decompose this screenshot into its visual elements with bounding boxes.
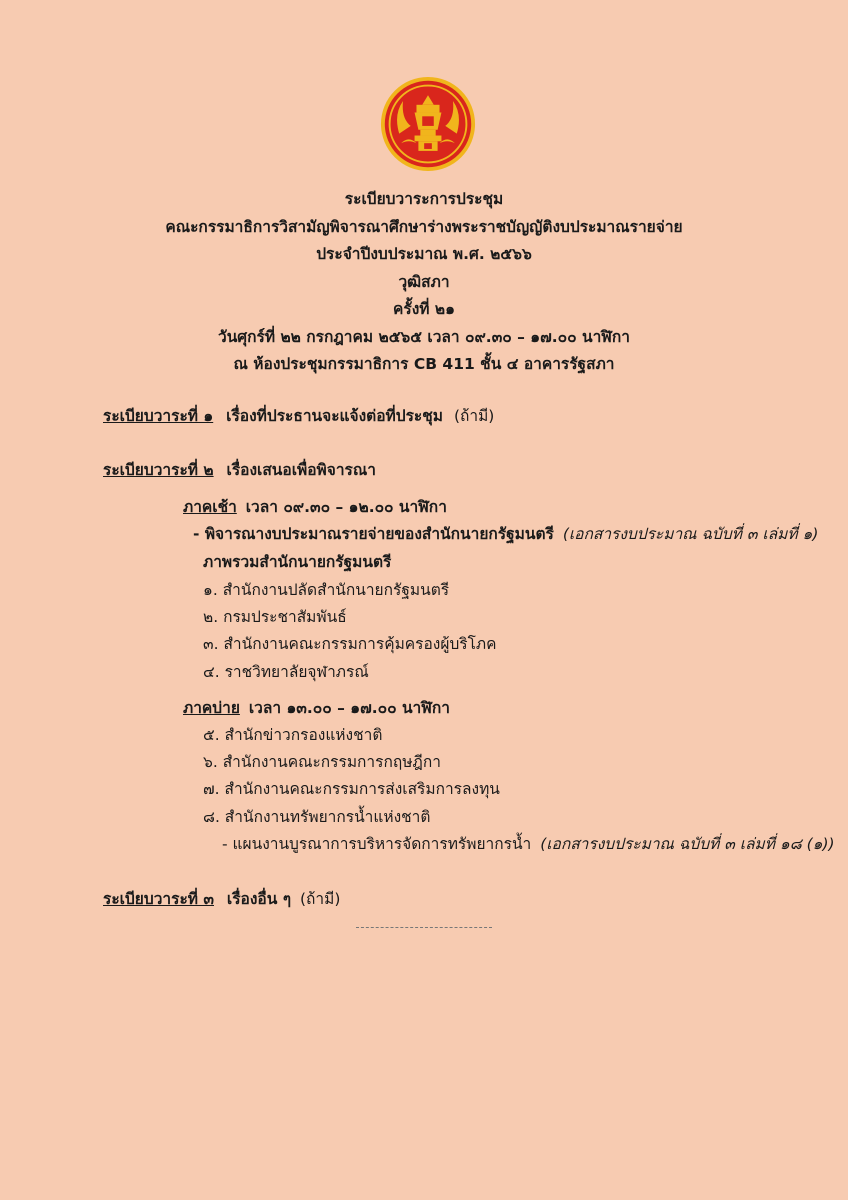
agenda-1-note: (ถ้ามี) [453, 407, 495, 425]
agenda-2-text: เรื่องเสนอเพื่อพิจารณา [226, 461, 376, 479]
header-session: ครั้งที่ ๒๑ [393, 300, 455, 318]
list-item: ๔. ราชวิทยาลัยจุฬาภรณ์ [203, 663, 369, 681]
morning-session [183, 496, 447, 518]
list-item: ๖. สำนักงานคณะกรรมการกฤษฎีกา [203, 753, 441, 771]
header-chamber: วุฒิสภา [398, 272, 450, 291]
afternoon-session [183, 697, 450, 719]
header-committee: คณะกรรมาธิการวิสามัญพิจารณาศึกษาร่างพระราชบัญญัติงบประมาณรายจ่าย [165, 217, 683, 236]
end-divider [356, 927, 492, 928]
morning-overview: ภาพรวมสำนักนายกรัฐมนตรี [203, 553, 392, 571]
morning-time: เวลา ๐๙.๓๐ – ๑๒.๐๐ นาฬิกา [245, 498, 447, 516]
morning-consider [193, 523, 818, 545]
list-item: ๑. สำนักงานปลัดสำนักนายกรัฐมนตรี [203, 581, 450, 599]
morning-consider-ref: (เอกสารงบประมาณ ฉบับที่ ๓ เล่มที่ ๑) [562, 525, 819, 543]
agenda-item-3 [103, 888, 340, 910]
morning-consider-text: - พิจารณางบประมาณรายจ่ายของสำนักนายกรัฐมนตรี [193, 525, 554, 543]
agenda-1-label: ระเบียบวาระที่ ๑ [103, 407, 214, 425]
agenda-3-label: ระเบียบวาระที่ ๓ [103, 890, 214, 908]
agenda-2-label: ระเบียบวาระที่ ๒ [103, 461, 214, 479]
agenda-3-note: (ถ้ามี) [300, 890, 341, 908]
header-venue: ณ ห้องประชุมกรรมาธิการ CB 411 ชั้น ๔ อาคารรัฐสภา [233, 355, 615, 373]
afternoon-time: เวลา ๑๓.๐๐ – ๑๗.๐๐ นาฬิกา [248, 699, 450, 717]
agenda-1-text: เรื่องที่ประธานจะแจ้งต่อที่ประชุม [226, 407, 443, 425]
morning-label: ภาคเช้า [183, 498, 237, 516]
afternoon-sub-text: - แผนงานบูรณาการบริหารจัดการทรัพยากรน้ำ [222, 835, 532, 853]
document-header [0, 186, 848, 379]
list-item: ๕. สำนักข่าวกรองแห่งชาติ [203, 726, 383, 744]
afternoon-label: ภาคบ่าย [183, 699, 240, 717]
agenda-item-2 [103, 459, 376, 481]
header-fiscal-year: ประจำปีงบประมาณ พ.ศ. ๒๕๖๖ [316, 245, 532, 263]
list-item: ๘. สำนักงานทรัพยากรน้ำแห่งชาติ [203, 808, 431, 826]
parliament-emblem-icon [380, 76, 476, 172]
afternoon-subitem [222, 833, 835, 855]
header-title: ระเบียบวาระการประชุม [344, 190, 504, 208]
list-item: ๗. สำนักงานคณะกรรมการส่งเสริมการลงทุน [203, 780, 500, 798]
afternoon-sub-ref: (เอกสารงบประมาณ ฉบับที่ ๓ เล่มที่ ๑๘ (๑)) [540, 835, 835, 853]
header-date-time: วันศุกร์ที่ ๒๒ กรกฎาคม ๒๕๖๕ เวลา ๐๙.๓๐ – ๑๗.๐๐ นาฬิกา [218, 327, 630, 346]
agenda-item-1 [103, 405, 494, 427]
list-item: ๓. สำนักงานคณะกรรมการคุ้มครองผู้บริโภค [203, 635, 497, 653]
list-item: ๒. กรมประชาสัมพันธ์ [203, 608, 347, 626]
agenda-3-text: เรื่องอื่น ๆ [226, 890, 292, 908]
